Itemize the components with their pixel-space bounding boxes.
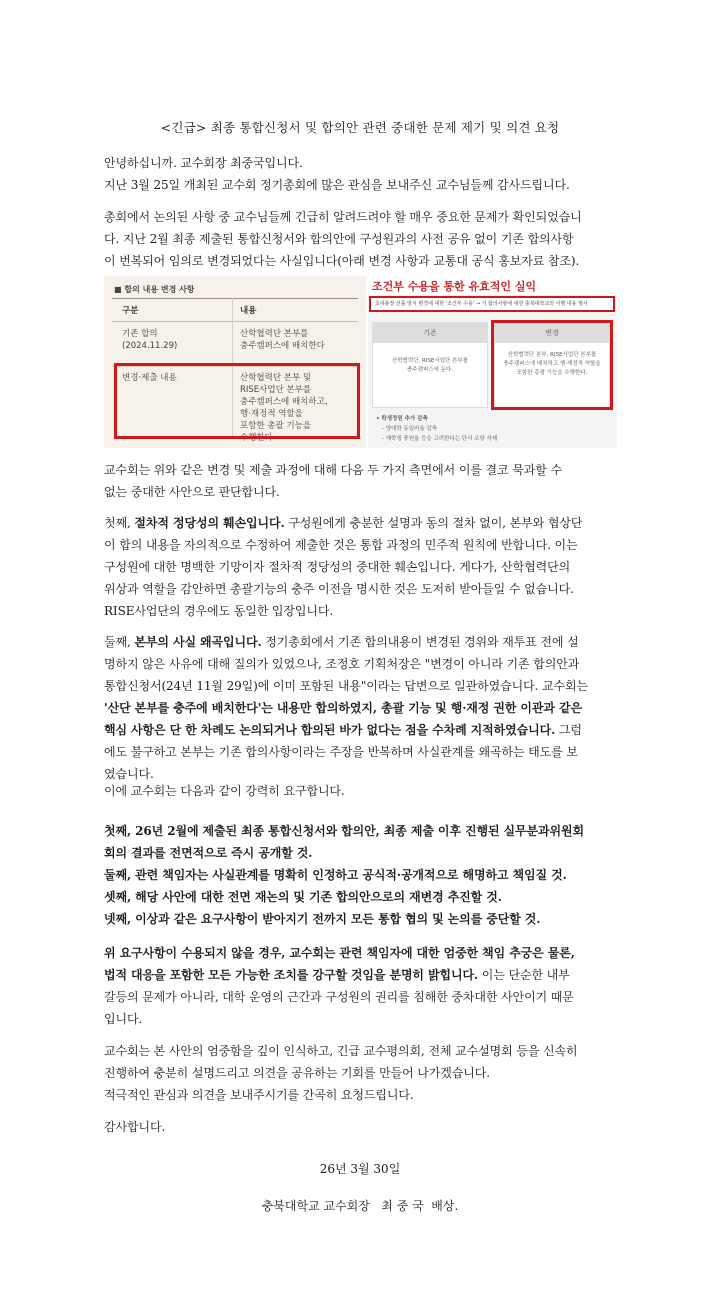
warning-line: 입니다. <box>104 1012 143 1026</box>
greeting-line: 지난 3월 25일 개최된 교수회 정기총회에 많은 관심을 보내주신 교수님들께 감사드립니다. <box>104 178 570 192</box>
second-bold: 본부의 사실 왜곡입니다. <box>134 635 262 649</box>
closing-paragraph <box>104 1040 618 1106</box>
letter-date: 26년 3월 30일 <box>319 1162 401 1176</box>
warning-paragraph <box>104 942 618 1030</box>
second-lead: 둘째, <box>104 635 135 649</box>
intro-line: 다. 지난 2월 최종 제출된 통합신청서와 합의안에 구성원과의 사전 공유 없이 기존 합의사항 <box>104 232 574 246</box>
warning-bold: 법적 대응을 포함한 모든 가능한 조치를 강구할 것임을 분명히 밝힙니다. <box>104 968 479 982</box>
note-item: - 재학생 충원율 등을 고려한다는 단서 조항 삭제 <box>382 436 498 442</box>
column-header: 기존 <box>373 323 487 343</box>
second-rest: 정기총회에서 기존 합의내용이 변경된 경위와 재투표 전에 설 <box>261 635 579 649</box>
first-point-paragraph <box>104 512 618 622</box>
original-column <box>372 322 488 408</box>
highlight-box <box>114 363 360 439</box>
first-point-line: 구성원에 대한 명백한 기망이자 절차적 정당성의 중대한 훼손입니다. 게다가, 산학협력단의 <box>104 560 571 574</box>
warning-line <box>104 942 618 964</box>
first-point-line: RISE사업단의 경우에도 동일한 입장입니다. <box>104 604 334 618</box>
warning-line: 갈등의 문제가 아니라, 대학 운영의 근간과 구성원의 권리를 침해한 중차대한 사안이기 때문 <box>104 990 574 1004</box>
thanks-paragraph <box>104 1116 618 1138</box>
promo-title: 조건부 수용을 통한 유효적인 실익 <box>372 280 537 293</box>
header-category: 구분 <box>122 306 139 316</box>
second-point-line: 에도 불구하고 본부는 기존 합의사항이라는 주장을 반복하며 사실관계를 왜곡하는 태도를 보 <box>104 745 578 759</box>
demand-item: 첫째, 26년 2월에 제출된 최종 통합신청서와 합의안, 최종 제출 이후 진행된 실무분과위원회 <box>104 824 584 838</box>
demand-item: 회의 결과를 전면적으로 즉시 공개할 것. <box>104 846 313 860</box>
second-point-line <box>104 719 618 741</box>
second-point-line <box>104 631 618 653</box>
letter-signature: 충북대학교 교수회장 최 중 국 배상. <box>261 1199 459 1213</box>
column-text: 산학협력단, RISE사업단 본부를 충주캠퍼스에 둔다. <box>391 358 469 373</box>
banner-text: 초대총장 선출 방식 변경에 대한 '조건부 수용' → 기 합의사항에 대한 충북대학교의 이행 내용 명시 <box>375 301 588 307</box>
second-bold-line: '산단 본부를 충주에 배치한다'는 내용만 합의하였지, 총괄 기능 및 행·재정 권한 이관과 같은 <box>104 701 582 715</box>
intro-paragraph <box>104 206 618 272</box>
thanks-line: 감사합니다. <box>104 1120 166 1134</box>
first-lead: 첫째, <box>104 516 135 530</box>
second-point-line: 통합신청서(24년 11월 29일)에 이미 포함된 내용"이라는 답변으로 일관하였습니다. 교수회는 <box>104 679 588 693</box>
intro-line: 이 번복되어 임의로 변경되었다는 사실입니다(아래 변경 사항과 교통대 공식 홍보자료 참조). <box>104 254 580 268</box>
demand-item: 넷째, 이상과 같은 요구사항이 받아지기 전까지 모든 통합 협의 및 논의를 중단할 것. <box>104 912 541 926</box>
column-text: 산학협력단 본부, RISE사업단 본부를 충주캠퍼스에 배치하고 행·재정적 역할을 포함한 총괄 기능을 수행한다. <box>503 352 601 376</box>
table-row-original <box>112 322 358 367</box>
first-bold: 절차적 정당성의 훼손입니다. <box>134 516 285 530</box>
judgment-paragraph <box>104 459 618 503</box>
row-content: 산학협력단 본부 및 RISE사업단 본부를 충주캠퍼스에 배치하고, 행·재정적 역할을 포함한 총괄 기능을 수행한다 <box>240 373 328 443</box>
highlight-box <box>491 320 613 410</box>
second-bold-line: 핵심 사항은 단 한 차례도 논의되거나 합의된 바가 없다는 점을 수차례 지적하였습니다. <box>104 723 556 737</box>
promo-header <box>368 276 617 295</box>
first-rest: 구성원에게 충분한 설명과 동의 절차 없이, 본부와 협상단 <box>284 516 583 530</box>
second-rest: 그럼 <box>555 723 582 737</box>
closing-line: 진행하여 충분히 설명드리고 의견을 공유하는 기회를 만들어 나가겠습니다. <box>104 1066 490 1080</box>
notes-title: • 학생정원 추가 감축 <box>376 416 428 422</box>
second-point-line: 명하지 않은 사유에 대해 질의가 있었으나, 조정호 기획처장은 "변경이 아니라 기존 합의안과 <box>104 657 580 671</box>
judgment-line: 없는 중대한 사안으로 판단합니다. <box>104 485 280 499</box>
warning-rest: 이는 단순한 내부 <box>478 968 570 982</box>
first-point-line <box>104 512 618 534</box>
row-label: 기존 합의 (2024.11.29) <box>122 329 178 351</box>
demands-list <box>104 820 618 930</box>
demand-item: 셋째, 해당 사안에 대한 전면 재논의 및 기존 합의안으로의 재변경 추진할 것. <box>104 890 502 904</box>
second-point-line <box>104 697 618 719</box>
note-item: - 양대학 동일비율 감축 <box>382 426 438 432</box>
second-point-paragraph <box>104 631 618 785</box>
change-table-figure <box>104 276 366 448</box>
demand-intro-line: 이에 교수회는 다음과 같이 강력히 요구합니다. <box>104 784 345 798</box>
second-point-line: 였습니다. <box>104 767 154 781</box>
judgment-line: 교수회는 위와 같은 변경 및 제출 과정에 대해 다음 두 가지 측면에서 이를 결코 묵과할 수 <box>104 463 562 477</box>
document-title: <긴급> 최종 통합신청서 및 합의안 관련 중대한 문제 제기 및 의견 요청 <box>160 120 560 135</box>
table-caption: ■ 합의 내용 변경 사항 <box>114 285 195 294</box>
demand-intro <box>104 780 618 802</box>
closing-line: 적극적인 관심과 의견을 보내주시기를 간곡히 요청드립니다. <box>104 1088 414 1102</box>
row-content: 산학협력단 본부를 충주캠퍼스에 배치한다 <box>240 329 325 351</box>
greeting <box>104 152 618 196</box>
promo-banner <box>369 296 615 312</box>
first-point-line: 위상과 역할을 감안하면 총괄기능의 충주 이전을 명시한 것은 도저히 받아들일 수 없습니다. <box>104 582 574 596</box>
demand-item: 둘째, 관련 책임자는 사실관계를 명확히 인정하고 공식적·공개적으로 해명하고 책임질 것. <box>104 868 567 882</box>
row-label: 변경·제출 내용 <box>122 373 177 383</box>
header-content: 내용 <box>240 306 257 316</box>
first-point-line: 이 합의 내용을 자의적으로 수정하여 제출한 것은 통합 과정의 민주적 원칙에 반합니다. 이는 <box>104 538 578 552</box>
table-header <box>112 298 358 322</box>
promo-notes <box>376 414 497 444</box>
warning-line <box>104 964 618 986</box>
intro-line: 총회에서 논의된 사항 중 교수님들께 긴급히 알려드려야 할 매우 중요한 문제가 확인되었습니 <box>104 210 582 224</box>
closing-line: 교수회는 본 사안의 엄중함을 깊이 인식하고, 긴급 교수평의회, 전체 교수설명회 등을 신속히 <box>104 1044 578 1058</box>
column-header: 변경 <box>495 323 609 343</box>
promo-figure <box>368 276 617 448</box>
warning-bold: 위 요구사항이 수용되지 않을 경우, 교수회는 관련 책임자에 대한 엄중한 책임 추궁은 물론, <box>104 946 575 960</box>
greeting-line: 안녕하십니까. 교수회장 최중국입니다. <box>104 156 303 170</box>
